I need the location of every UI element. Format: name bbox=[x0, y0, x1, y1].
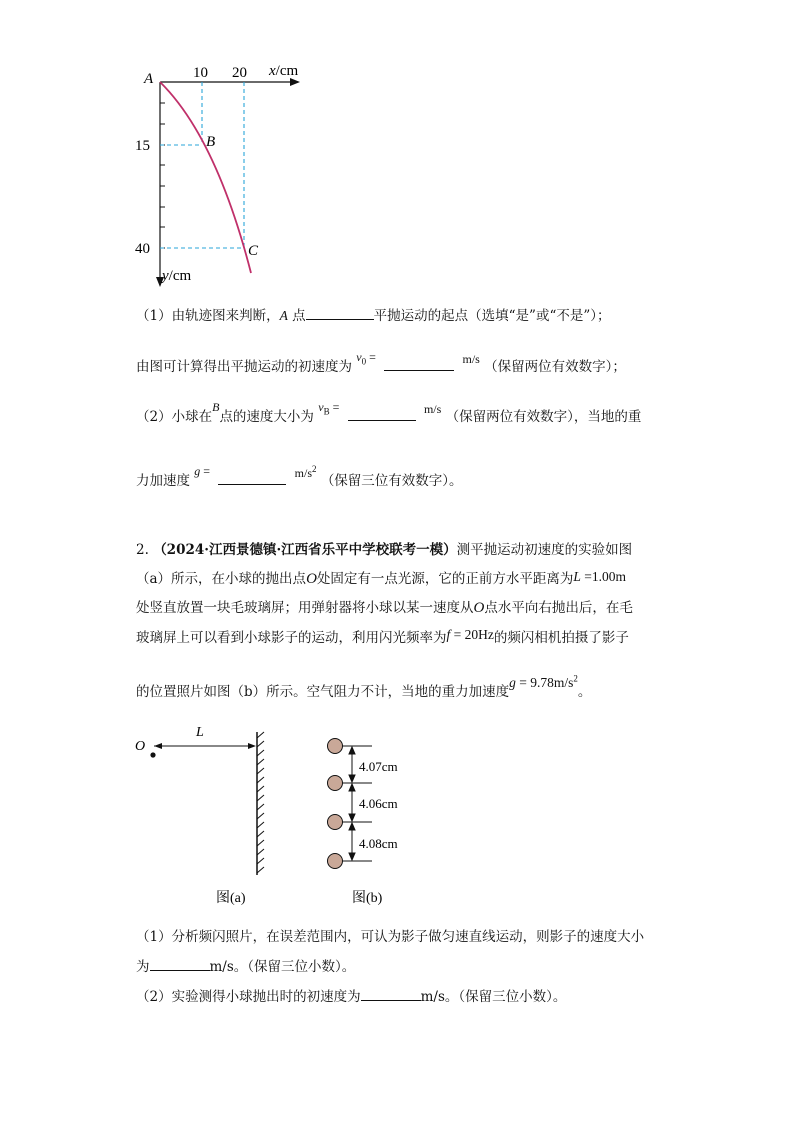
q1-v0-line: 由图可计算得出平抛运动的初速度为 $v_0 = m/s$ （保留两位有效数字）； bbox=[136, 350, 626, 375]
answer-blank-start-point[interactable] bbox=[306, 319, 374, 320]
q1-part2-line: （2）小球在B点的速度大小为 $v_B = m/s$ （保留两位有效数字），当地的重 bbox=[136, 400, 642, 425]
y-ticks bbox=[160, 103, 165, 248]
q1-g-line: 力加速度 $g = m/s^2$ （保留三位有效数字）。 bbox=[136, 464, 463, 489]
screen-hatching bbox=[257, 732, 264, 873]
q2-line1: 2. （2024·江西景德镇·江西省乐平中学校联考一模）测平抛运动初速度的实验如图 bbox=[136, 542, 633, 558]
caption-a: 图(a) bbox=[216, 891, 246, 906]
answer-blank-vb[interactable] bbox=[348, 420, 416, 421]
answer-blank-initial-speed[interactable] bbox=[361, 1000, 421, 1001]
point-c-label: C bbox=[248, 243, 259, 259]
gap-arrows bbox=[349, 747, 355, 860]
q2-line3: 处竖直放置一块毛玻璃屏；用弹射器将小球以某一速度从O点水平向右抛出后，在毛 bbox=[136, 600, 633, 616]
gap-label-3: 4.08cm bbox=[359, 836, 398, 851]
q1-part1-line: （1）由轨迹图来判断，A 点 平抛运动的起点（选填“是”或“不是”）； bbox=[136, 308, 611, 324]
q2-sub1-line1: （1）分析频闪照片，在误差范围内，可认为影子做匀速直线运动，则影子的速度大小 bbox=[136, 929, 645, 945]
gap-label-2: 4.06cm bbox=[359, 796, 398, 811]
q2-source: （2024·江西景德镇·江西省乐平中学校联考一模） bbox=[153, 542, 457, 558]
distance-arrow-left bbox=[154, 743, 162, 749]
y-tick-40: 40 bbox=[135, 241, 150, 257]
x-axis-label: x/cm bbox=[269, 63, 299, 79]
q2-line4: 玻璃屏上可以看到小球影子的运动，利用闪光频率为f = 20Hz的频闪相机拍摄了影子 bbox=[136, 627, 629, 646]
q2-sub1-line2: 为 m/s。（保留三位小数）。 bbox=[136, 959, 356, 975]
shadow-ball-2 bbox=[328, 776, 343, 791]
y-axis-label: y/cm bbox=[162, 268, 192, 284]
light-source-dot bbox=[150, 752, 155, 757]
x-axis-arrow bbox=[290, 78, 300, 86]
trajectory-graph bbox=[120, 55, 320, 295]
distance-arrow-right bbox=[248, 743, 256, 749]
q2-line2: （a）所示，在小球的抛出点O处固定有一点光源，它的正前方水平距离为L =1.00m bbox=[136, 569, 627, 587]
point-b-label: B bbox=[206, 134, 216, 150]
answer-blank-v0[interactable] bbox=[384, 370, 454, 371]
shadow-ball-1 bbox=[328, 739, 343, 754]
figure-b bbox=[318, 728, 428, 910]
q2-sub2-line: （2）实验测得小球抛出时的初速度为 m/s。（保留三位小数）。 bbox=[136, 989, 567, 1005]
q2-line5: 的位置照片如图（b）所示。空气阻力不计，当地的重力加速度$g = 9.78m/s^2$。 bbox=[136, 673, 592, 700]
gap-label-1: 4.07cm bbox=[359, 759, 398, 774]
shadow-ball-4 bbox=[328, 854, 343, 869]
caption-b: 图(b) bbox=[352, 891, 383, 906]
y-tick-15: 15 bbox=[135, 138, 150, 154]
point-a-label: A bbox=[144, 71, 154, 87]
x-tick-10: 10 bbox=[193, 65, 208, 81]
x-tick-20: 20 bbox=[232, 65, 247, 81]
label-l: L bbox=[196, 725, 204, 740]
shadow-ball-3 bbox=[328, 815, 343, 830]
answer-blank-shadow-speed[interactable] bbox=[150, 970, 210, 971]
label-o: O bbox=[135, 739, 146, 754]
figure-a bbox=[130, 720, 280, 910]
trajectory-curve bbox=[160, 82, 251, 273]
dashed-guides bbox=[160, 82, 244, 248]
answer-blank-g[interactable] bbox=[218, 484, 286, 485]
